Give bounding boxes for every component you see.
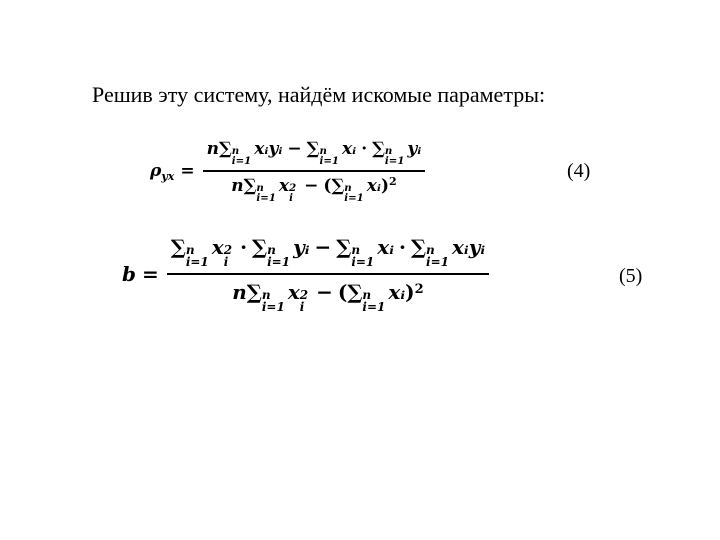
- sum-upper: n: [319, 144, 327, 157]
- sum-symbol: ∑: [243, 176, 257, 196]
- sum-base: x: [278, 176, 290, 196]
- close-paren: ): [405, 280, 415, 304]
- sum-upper: n: [231, 144, 240, 157]
- coef-n: n: [206, 138, 219, 159]
- sum-symbol: ∑: [372, 138, 385, 159]
- minus-sign: −: [316, 280, 333, 304]
- sum-body: xᵢyᵢ: [452, 235, 486, 259]
- sum-body: xᵢyᵢ: [254, 138, 283, 159]
- power: 2: [299, 288, 309, 302]
- formula-5-fraction: [167, 235, 489, 313]
- sum-lower: i=1: [267, 255, 291, 269]
- sum-limits: [426, 244, 449, 268]
- formula-5-lhs: [122, 262, 136, 286]
- sum-upper: n: [185, 243, 195, 257]
- intro-text: Решив эту систему, найдём искомые параметры:: [92, 82, 546, 107]
- power: 2: [289, 182, 297, 194]
- sum-limits: [351, 244, 374, 268]
- dot-operator: ·: [399, 235, 406, 259]
- sum-limits: [186, 244, 209, 268]
- power-index: [289, 183, 296, 203]
- sum-lower: i=1: [362, 300, 386, 314]
- sum-base: x: [211, 235, 224, 259]
- sum-limits: [262, 289, 285, 313]
- sum-upper: n: [344, 182, 352, 194]
- sum-symbol: ∑: [410, 235, 427, 259]
- dot-operator: ·: [361, 138, 368, 159]
- sum-limits: [319, 146, 339, 166]
- sum-limits: [232, 146, 252, 166]
- open-paren: (: [323, 176, 332, 196]
- formula-4-numerator: [203, 139, 426, 170]
- sum-lower: i=1: [426, 255, 449, 269]
- formula-4: [150, 133, 425, 209]
- power: 2: [223, 243, 233, 257]
- sum-upper: n: [267, 243, 276, 257]
- sum-limits: [344, 183, 364, 203]
- index: i: [223, 255, 229, 269]
- sum-lower: i=1: [351, 255, 375, 269]
- rho-symbol: ρ: [150, 161, 162, 181]
- index: i: [289, 192, 293, 205]
- sum-upper: n: [362, 288, 372, 302]
- sum-lower: i=1: [384, 154, 405, 167]
- sum-symbol: ∑: [218, 138, 232, 159]
- rho-subscript: yx: [161, 169, 175, 183]
- sum-upper: n: [384, 144, 393, 157]
- sum-symbol: ∑: [246, 280, 262, 304]
- sum-symbol: ∑: [336, 235, 352, 259]
- sum-lower: i=1: [231, 154, 252, 167]
- sum-body: xᵢ: [366, 176, 381, 196]
- sum-limits: [256, 183, 276, 203]
- sum-limits: [362, 289, 385, 313]
- close-paren: ): [380, 176, 390, 196]
- outer-power: 2: [414, 281, 424, 297]
- formula-5: [122, 232, 489, 316]
- b-symbol: b: [122, 262, 136, 286]
- sum-symbol: ∑: [170, 235, 186, 259]
- formula-5-denominator: [228, 275, 427, 313]
- sum-base: x: [287, 280, 300, 304]
- sum-body: yᵢ: [293, 235, 310, 259]
- sum-lower: i=1: [344, 192, 364, 205]
- sum-upper: n: [261, 288, 271, 302]
- index: i: [299, 300, 305, 314]
- sum-limits: [267, 244, 290, 268]
- sum-upper: n: [351, 243, 361, 257]
- formula-4-fraction: [203, 139, 426, 204]
- equals-sign: =: [141, 262, 159, 286]
- outer-power: 2: [389, 175, 397, 189]
- sum-limits: [385, 146, 405, 166]
- dot-operator: ·: [240, 235, 248, 259]
- open-paren: (: [337, 280, 348, 304]
- sum-body: xᵢ: [377, 235, 394, 259]
- sum-body: yᵢ: [407, 138, 422, 159]
- sum-symbol: ∑: [252, 235, 268, 259]
- sum-lower: i=1: [319, 154, 339, 167]
- sum-body: xᵢ: [388, 280, 406, 304]
- sum-lower: i=1: [261, 300, 285, 314]
- sum-symbol: ∑: [347, 280, 363, 304]
- formula-4-denominator: [227, 172, 400, 203]
- coef-n: n: [231, 176, 244, 196]
- minus-sign: −: [314, 235, 332, 259]
- power-index: [300, 289, 308, 313]
- formula-5-numerator: [167, 235, 489, 273]
- power-index: [224, 244, 232, 268]
- equation-number-5: (5): [619, 265, 643, 287]
- sum-upper: n: [256, 182, 264, 194]
- sum-symbol: ∑: [331, 176, 345, 196]
- equals-sign: =: [180, 161, 195, 181]
- formula-4-lhs: [150, 161, 174, 181]
- equation-number-4: (4): [567, 160, 591, 182]
- sum-upper: n: [426, 243, 435, 257]
- sum-lower: i=1: [256, 192, 276, 205]
- sum-lower: i=1: [185, 255, 209, 269]
- sum-symbol: ∑: [306, 138, 320, 159]
- minus-sign: −: [287, 138, 302, 159]
- minus-sign: −: [304, 176, 319, 196]
- sum-body: xᵢ: [341, 138, 357, 159]
- coef-n: n: [232, 280, 247, 304]
